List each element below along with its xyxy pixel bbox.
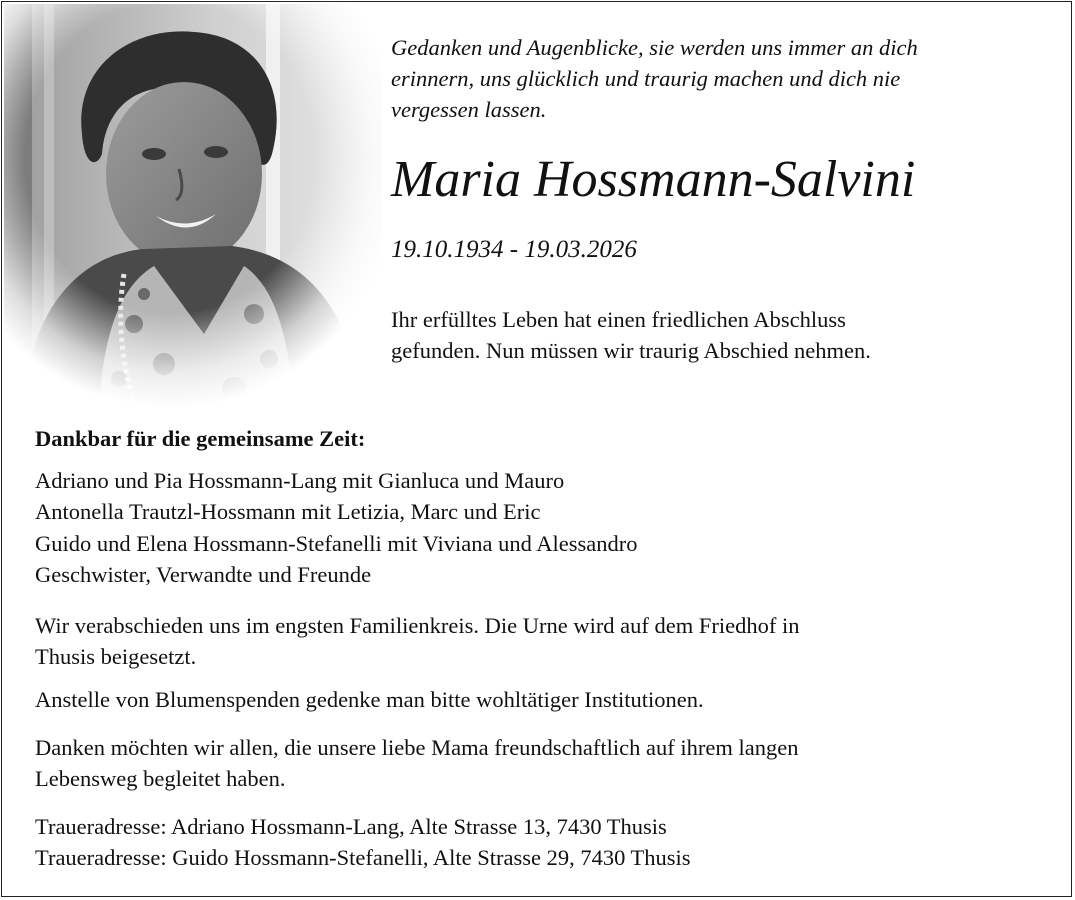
mourner-line: Guido und Elena Hossmann-Stefanelli mit Viviana und Alessandro xyxy=(35,530,638,556)
thanks-paragraph: Danken möchten wir allen, die unsere liebe Mama freundschaftlich auf ihrem langen Lebensweg begleitet haben. xyxy=(35,735,799,791)
obituary-card xyxy=(1,1,1072,897)
tribute-text: Ihr erfülltes Leben hat einen friedlichen Abschluss gefunden. Nun müssen wir traurig Abschied nehmen. xyxy=(391,307,871,363)
life-dates: 19.10.1934 - 19.03.2026 xyxy=(391,236,637,263)
mourner-line: Antonella Trautzl-Hossmann mit Letizia, Marc und Eric xyxy=(35,499,541,525)
funeral-notice-paragraph: Wir verabschieden uns im engsten Familienkreis. Die Urne wird auf dem Friedhof in Thusis beigesetzt. xyxy=(35,613,800,669)
deceased-name: Maria Hossmann-Salvini xyxy=(391,151,916,208)
mourning-address: Traueradresse: Guido Hossmann-Stefanelli, Alte Strasse 29, 7430 Thusis xyxy=(35,845,691,870)
portrait-photo xyxy=(4,4,382,408)
mourners-list xyxy=(35,465,638,590)
mourning-addresses xyxy=(35,811,691,873)
thanks-heading: Dankbar für die gemeinsame Zeit: xyxy=(35,426,366,451)
donation-notice-paragraph: Anstelle von Blumenspenden gedenke man bitte wohltätiger Institutionen. xyxy=(35,687,704,712)
memorial-quote: Gedanken und Augenblicke, sie werden uns immer an dich erinnern, uns glücklich und traurig machen und dich nie vergessen lassen. xyxy=(391,35,918,122)
mourner-line: Geschwister, Verwandte und Freunde xyxy=(35,561,372,587)
mourner-line: Adriano und Pia Hossmann-Lang mit Gianluca und Mauro xyxy=(35,468,565,493)
mourning-address: Traueradresse: Adriano Hossmann-Lang, Alte Strasse 13, 7430 Thusis xyxy=(35,814,667,839)
